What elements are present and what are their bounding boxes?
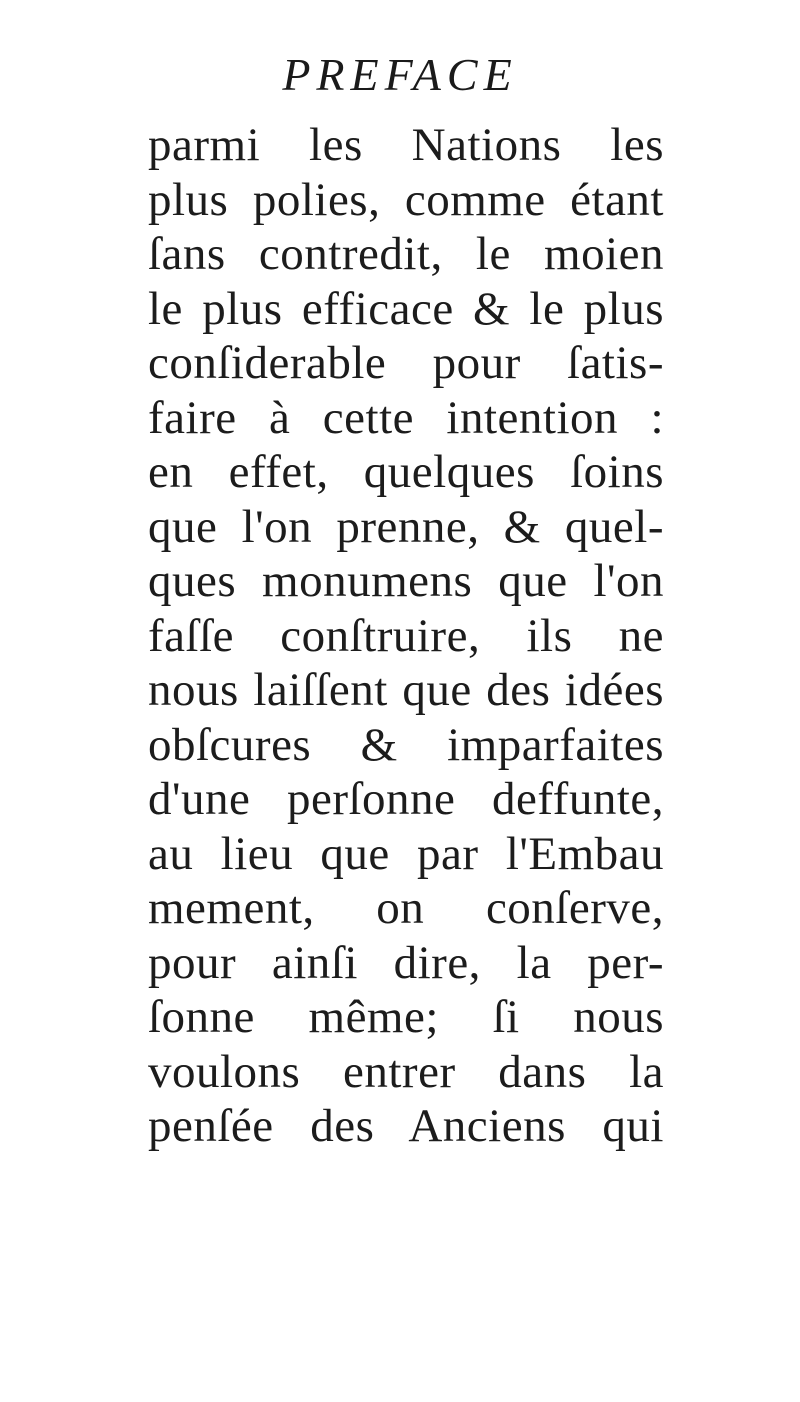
- text-line: plus polies, comme étant: [148, 173, 664, 226]
- text-line: en effet, quelques ſoins: [148, 446, 664, 498]
- running-head: PREFACE: [282, 49, 518, 100]
- body-text: [148, 118, 664, 1154]
- text-line: obſcures & imparfaites: [148, 718, 664, 771]
- text-line: d'une perſonne deffunte,: [148, 773, 664, 825]
- text-line: voulons entrer dans la: [148, 1045, 664, 1098]
- text-line: parmi les Nations les: [148, 119, 664, 171]
- text-line: faſſe conſtruire, ils ne: [148, 609, 664, 662]
- text-line: ques monumens que l'on: [148, 555, 664, 607]
- text-line: le plus efficace & le plus: [148, 282, 664, 335]
- text-line: que l'on prenne, & quel-: [148, 500, 664, 553]
- text-line: ſans contredit, le moien: [148, 228, 664, 280]
- text-line: nous laiſſent que des idées: [148, 664, 664, 716]
- text-line: conſiderable pour ſatis-: [148, 337, 664, 389]
- text-line: faire à cette intention :: [148, 391, 664, 444]
- text-line: au lieu que par l'Embau: [148, 827, 664, 880]
- text-line: penſée des Anciens qui: [148, 1100, 664, 1152]
- text-line: pour ainſi dire, la per-: [148, 936, 664, 989]
- text-line: mement, on conſerve,: [148, 882, 664, 934]
- text-line: ſonne même; ſi nous: [148, 991, 664, 1043]
